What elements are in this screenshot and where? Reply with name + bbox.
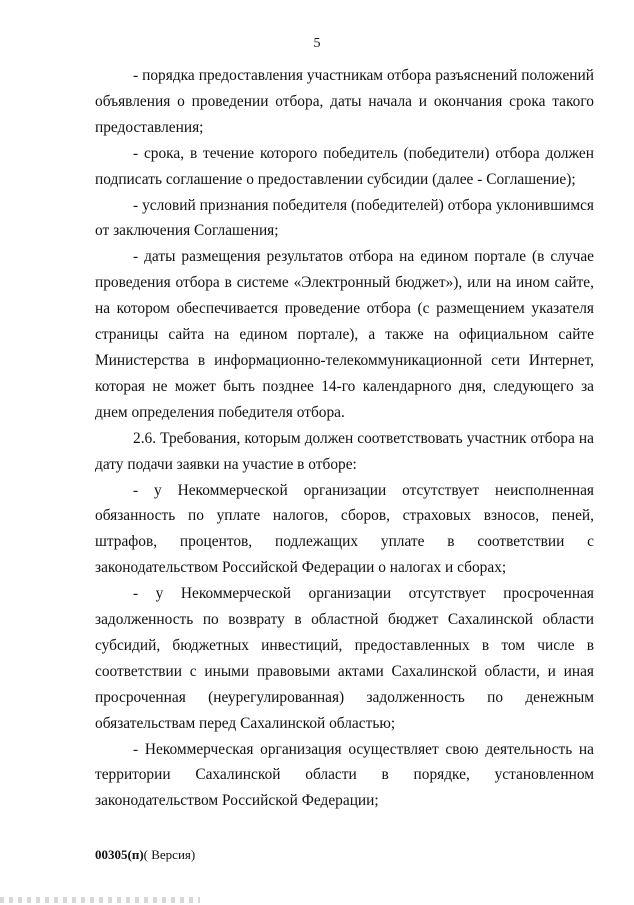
paragraph: - порядка предоставления участникам отбора разъяснений положений объявления о проведении отбора, даты начала и окончания срока такого предоставления;	[95, 67, 594, 136]
paragraph: - даты размещения результатов отбора на едином портале (в случае проведения отбора в системе «Электронный бюджет»), или на ином сайте, на котором обеспечивается проведение отбора (с размещением указателя страницы сайта на едином портале), а также на официальном сайте Министерства в информационно-телекоммуникационной сети Интернет, которая не может быть позднее 14-го календарного дня, следующего за днем определения победителя отбора.	[95, 248, 594, 421]
footer-code: 00305(п)	[95, 847, 144, 862]
paragraph: - у Некоммерческой организации отсутствует просроченная задолженность по возврату в областной бюджет Сахалинской области субсидий, бюджетных инвестиций, предоставленных в том числе в соответствии с иными правовыми актами Сахалинской области, и иная просроченная (неурегулированная) задолженность по денежным обязательствам перед Сахалинской областью;	[95, 585, 594, 732]
document-body	[95, 63, 594, 814]
paragraph: - условий признания победителя (победителей) отбора уклонившимся от заключения Соглашения;	[95, 196, 594, 240]
scan-artifact	[0, 897, 200, 903]
page-number: 5	[313, 36, 321, 51]
paragraph: - у Некоммерческой организации отсутствует неисполненная обязанность по уплате налогов, сборов, страховых взносов, пеней, штрафов, процентов, подлежащих уплате в соответствии с законодательством Российской Федерации о налогах и сборах;	[95, 481, 594, 577]
paragraph: - срока, в течение которого победитель (победители) отбора должен подписать соглашение о предоставлении субсидии (далее - Соглашение);	[95, 144, 594, 188]
section-paragraph-2-6: 2.6. Требования, которым должен соответствовать участник отбора на дату подачи заявки на участие в отборе:	[95, 429, 594, 473]
footer-document-code	[95, 847, 195, 863]
footer-version: ( Версия)	[143, 847, 196, 862]
paragraph: - Некоммерческая организация осуществляет свою деятельность на территории Сахалинской области в порядке, установленном законодательством Российской Федерации;	[95, 740, 594, 810]
